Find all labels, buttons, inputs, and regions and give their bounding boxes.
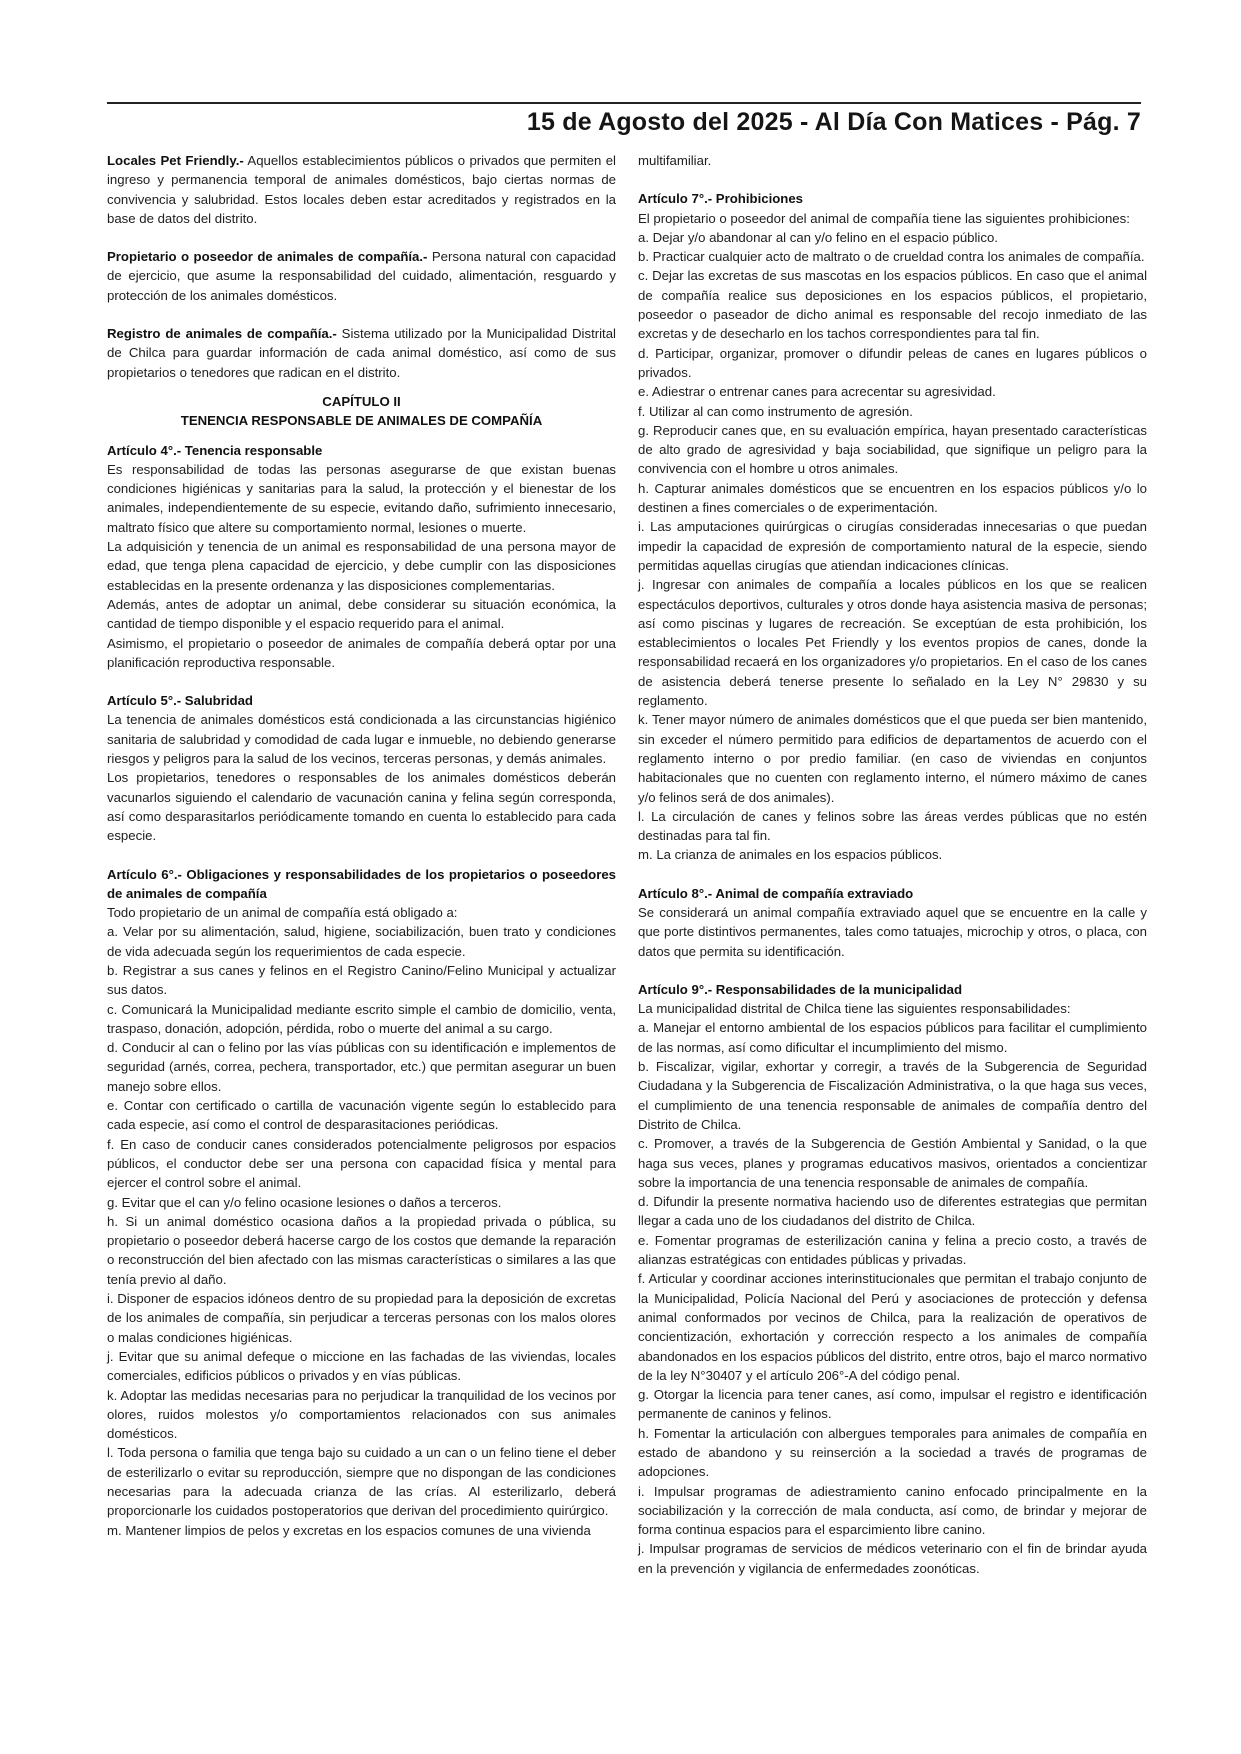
definition-term: Propietario o poseedor de animales de compañía.- — [107, 249, 428, 265]
list-item: e. Fomentar programas de esterilización canina y felina a precio costo, a través de alianzas estratégicas con entidades públicas y privadas. — [638, 1232, 1147, 1268]
left-column — [107, 151, 616, 1540]
list-item: d. Difundir la presente normativa haciendo uso de diferentes estrategias que permitan llegar a cada uno de los ciudadanos del distrito de Chilca. — [638, 1194, 1147, 1229]
article-5-paragraph: La tenencia de animales domésticos está condicionada a las circunstancias higiénico sanitaria de salubridad y comodidad de cada lugar e inmueble, no debiendo generarse riesgos y peligros para la salud de los vecinos, terceras personas, y demás animales. — [107, 712, 616, 767]
definition-term: Locales Pet Friendly.- — [107, 153, 244, 168]
article-5-title: Artículo 5°.- Salubridad — [107, 693, 253, 709]
list-item: j. Impulsar programas de servicios de médicos veterinario con el fin de brindar ayuda en la prevención y vigilancia de enfermedades zoonóticas. — [638, 1541, 1147, 1576]
list-item: l. La circulación de canes y felinos sobre las áreas verdes públicas que no estén destinadas para tal fin. — [638, 808, 1147, 844]
header-rule — [107, 102, 1141, 104]
list-item: f. Articular y coordinar acciones interinstitucionales que permitan el trabajo conjunto de la Municipalidad, Policía Nacional del Perú y asociaciones de protección y defensa animal conformados por vecinos de Chilca, para la realización de operativos de concientización, exhortación y corrección respecto a los animales de compañía abandonados en los espacios públicos del distrito, entre otros, bajo el marco normativo de la ley N°30407 y el artículo 206°-A del código penal. — [638, 1271, 1147, 1383]
list-item: i. Disponer de espacios idóneos dentro de su propiedad para la deposición de excretas de los animales de compañía, sin perjudicar a terceras personas con los malos olores o malas condiciones higiénicas. — [107, 1291, 616, 1345]
list-item: l. Toda persona o familia que tenga bajo su cuidado a un can o un felino tiene el deber de esterilizarlo o evitar su reproducción, siempre que no dispongan de las condiciones necesarias para la adecuada crianza de las crías. Al esterilizarlo, deberá proporcionarle los cuidados postoperatorios que derivan del procedimiento quirúrgico. — [107, 1445, 616, 1519]
article-4-paragraph: Asimismo, el propietario o poseedor de animales de compañía deberá optar por una planificación reproductiva responsable. — [107, 635, 616, 670]
chapter-number: CAPÍTULO II — [322, 393, 401, 409]
list-item: h. Si un animal doméstico ocasiona daños a la propiedad privada o pública, su propietario o poseedor deberá hacerse cargo de los costos que demande la reparación o reconstrucción del bien afectado con las mismas características o similares a las que tenía previo al daño. — [107, 1213, 616, 1287]
article-7-title: Artículo 7°.- Prohibiciones — [638, 191, 804, 207]
article-8-paragraph: Se considerará un animal compañía extraviado aquel que se encuentre en la calle y que porte distintivos permanentes, tales como tatuajes, microchip y otros, o placa, con datos que permita su identificación. — [638, 904, 1147, 959]
right-column — [638, 151, 1147, 1578]
article-9-title: Artículo 9°.- Responsabilidades de la municipalidad — [638, 981, 963, 997]
list-item: c. Promover, a través de la Subgerencia de Gestión Ambiental y Sanidad, o la que haga sus veces, planes y programas educativos masivos, orientados a concientizar sobre la importancia de una tenencia responsable de animales de compañía. — [638, 1136, 1147, 1190]
definition-text: Persona natural con capacidad de ejercicio, que asume la responsabilidad del cuidado, alimentación, resguardo y protección de los animales domésticos. — [107, 249, 616, 303]
list-item: c. Dejar las excretas de sus mascotas en los espacios públicos. En caso que el animal de compañía realice sus deposiciones en los espacios públicos, el propietario, poseedor o paseador de dicho animal es responsable del recojo inmediato de las excretas y de desecharlo en los tachos correspondientes para tal fin. — [638, 268, 1147, 342]
definition-registry — [107, 324, 616, 382]
article-9-intro: La municipalidad distrital de Chilca tiene las siguientes responsabilidades: — [638, 1001, 1071, 1017]
list-item: e. Contar con certificado o cartilla de vacunación vigente según lo establecido para cada especie, así como el control de desparasitaciones periódicas. — [107, 1098, 616, 1133]
list-item: i. Las amputaciones quirúrgicas o cirugías consideradas innecesarias o que puedan impedir la capacidad de expresión de comportamiento natural de la especie, siendo permitidas aquellas cirugías que atiendan indicaciones clínicas. — [638, 519, 1147, 573]
list-item: b. Fiscalizar, vigilar, exhortar y corregir, a través de la Subgerencia de Seguridad Ciudadana y la Subgerencia de Fiscalización Administrativa, o la que haga sus veces, el cumplimiento de una tenencia responsable de animales de compañía dentro del Distrito de Chilca. — [638, 1059, 1147, 1132]
list-item: k. Adoptar las medidas necesarias para no perjudicar la tranquilidad de los vecinos por olores, ruidos molestos y/o comportamientos relacionados con sus animales domésticos. — [107, 1387, 616, 1442]
list-item: e. Adiestrar o entrenar canes para acrecentar su agresividad. — [638, 384, 996, 400]
list-item: f. Utilizar al can como instrumento de agresión. — [638, 403, 913, 419]
list-item: b. Registrar a sus canes y felinos en el Registro Canino/Felino Municipal y actualizar sus datos. — [107, 962, 616, 998]
list-item: m. La crianza de animales en los espacios públicos. — [638, 847, 943, 863]
article-4-title: Artículo 4°.- Tenencia responsable — [107, 442, 323, 458]
list-item: h. Capturar animales domésticos que se encuentren en los espacios públicos y/o lo destinen a fines comerciales o de experimentación. — [638, 480, 1147, 516]
article-4-paragraph: Es responsabilidad de todas las personas asegurarse de que existan buenas condiciones higiénicas y sanitarias para la salud, la protección y el bienestar de los animales, independientemente de su especie, evitando daño, sufrimiento innecesario, maltrato físico que altere su comportamiento normal, lesiones o muerte. — [107, 461, 616, 535]
list-item: h. Fomentar la articulación con albergues temporales para animales de compañía en estado de abandono y su reinserción a la sociedad a través de programas de adopciones. — [638, 1425, 1147, 1480]
list-item: d. Conducir al can o felino por las vías públicas con su identificación e implementos de seguridad (arnés, correa, pechera, transportador, etc.) que permitan asegurar un buen manejo sobre ellos. — [107, 1040, 616, 1094]
article-6-intro: Todo propietario de un animal de compañía está obligado a: — [107, 905, 458, 921]
list-item: i. Impulsar programas de adiestramiento canino enfocado principalmente en la sociabilización y la corrección de mala conducta, así como, de brindar y mejorar de forma continua espacios para el esparcimiento libre canino. — [638, 1483, 1147, 1538]
continuation-text: multifamiliar. — [638, 153, 712, 168]
definition-text: Aquellos establecimientos públicos o privados que permiten el ingreso y permanencia temporal de animales domésticos, bajo ciertas normas de convivencia y salubridad. Estos locales deben estar acreditados y registrados en la base de datos del distrito. — [107, 153, 616, 226]
chapter-title: TENENCIA RESPONSABLE DE ANIMALES DE COMPAÑÍA — [180, 413, 543, 429]
list-item: g. Reproducir canes que, en su evaluación empírica, hayan presentado características de alto grado de agresividad y baja sociabilidad, que signifique un peligro para la convivencia con el hombre u otros animales. — [638, 422, 1147, 477]
article-6-title: Artículo 6°.- Obligaciones y responsabilidades de los propietarios o poseedores de animales de compañía — [107, 866, 616, 901]
list-item: g. Otorgar la licencia para tener canes, así como, impulsar el registro e identificación permanente de caninos y felinos. — [638, 1387, 1147, 1422]
list-item: k. Tener mayor número de animales domésticos que el que pueda ser bien mantenido, sin exceder el número permitido para edificios de departamentos de acuerdo con el reglamento interno o por predio familiar. (en caso de viviendas en conjuntos habitacionales que no cuenten con reglamento interno, el número máximo de canes y/o felinos será de dos animales). — [638, 712, 1147, 805]
definition-text: Sistema utilizado por la Municipalidad Distrital de Chilca para guardar información de cada animal doméstico, así como de sus propietarios o tenedores que radican en el distrito. — [107, 326, 616, 380]
page-header-title: 15 de Agosto del 2025 - Al Día Con Matices - Pág. 7 — [526, 108, 1141, 136]
definition-term: Registro de animales de compañía.- — [107, 326, 337, 342]
list-item: b. Practicar cualquier acto de maltrato o de crueldad contra los animales de compañía. — [638, 249, 1145, 265]
list-item: m. Mantener limpios de pelos y excretas en los espacios comunes de una vivienda — [107, 1522, 591, 1538]
article-5-paragraph: Los propietarios, tenedores o responsables de los animales domésticos deberán vacunarlos siguiendo el calendario de vacunación canina y felina según corresponda, así como desparasitarlos periódicamente tomando en cuenta lo establecido para cada especie. — [107, 770, 616, 844]
definition-pet-friendly — [107, 151, 616, 228]
list-item: c. Comunicará la Municipalidad mediante escrito simple el cambio de domicilio, venta, traspaso, donación, adopción, pérdida, robo o muerte del animal a su cargo. — [107, 1001, 616, 1036]
list-item: a. Manejar el entorno ambiental de los espacios públicos para facilitar el cumplimiento de las normas, así como dificultar el incumplimiento del mismo. — [638, 1020, 1147, 1055]
article-7-intro: El propietario o poseedor del animal de compañía tiene las siguientes prohibiciones: — [638, 210, 1130, 226]
list-item: j. Ingresar con animales de compañía a locales públicos en los que se realicen espectáculos deportivos, culturales y otros donde haya asistencia masiva de personas; así como piscinas y lugares de recreación. Se exceptúan de esta prohibición, los establecimientos o locales Pet Friendly y los eventos propios de canes, donde la responsabilidad recaerá en los organizadores y/o propietarios. En el caso de los canes de asistencia deberá tenerse presente lo señalado en la Ley N° 29830 y su reglamento. — [638, 577, 1147, 709]
list-item: a. Velar por su alimentación, salud, higiene, sociabilización, buen trato y condiciones de vida adecuada según los requerimientos de cada especie. — [107, 924, 616, 959]
article-4-paragraph: Además, antes de adoptar un animal, debe considerar su situación económica, la cantidad de tiempo disponible y el espacio requerido para el animal. — [107, 596, 616, 632]
definition-owner — [107, 247, 616, 305]
article-8-title: Artículo 8°.- Animal de compañía extraviado — [638, 885, 914, 901]
list-item: d. Participar, organizar, promover o difundir peleas de canes en lugares públicos o privados. — [638, 345, 1147, 380]
list-item: f. En caso de conducir canes considerados potencialmente peligrosos por espacios públicos, el conductor debe ser una persona con capacidad física y mental para ejercer el control sobre el animal. — [107, 1136, 616, 1191]
list-item: g. Evitar que el can y/o felino ocasione lesiones o daños a terceros. — [107, 1194, 502, 1210]
list-item: j. Evitar que su animal defeque o miccione en las fachadas de las viviendas, locales comerciales, edificios públicos o privados y en vías públicas. — [107, 1348, 616, 1384]
list-item: a. Dejar y/o abandonar al can y/o felino en el espacio público. — [638, 229, 998, 245]
article-4-paragraph: La adquisición y tenencia de un animal es responsabilidad de una persona mayor de edad, que tenga plena capacidad de ejercicio, y debe cumplir con las disposiciones establecidas en la presente ordenanza y las disposiciones complementarias. — [107, 539, 616, 593]
